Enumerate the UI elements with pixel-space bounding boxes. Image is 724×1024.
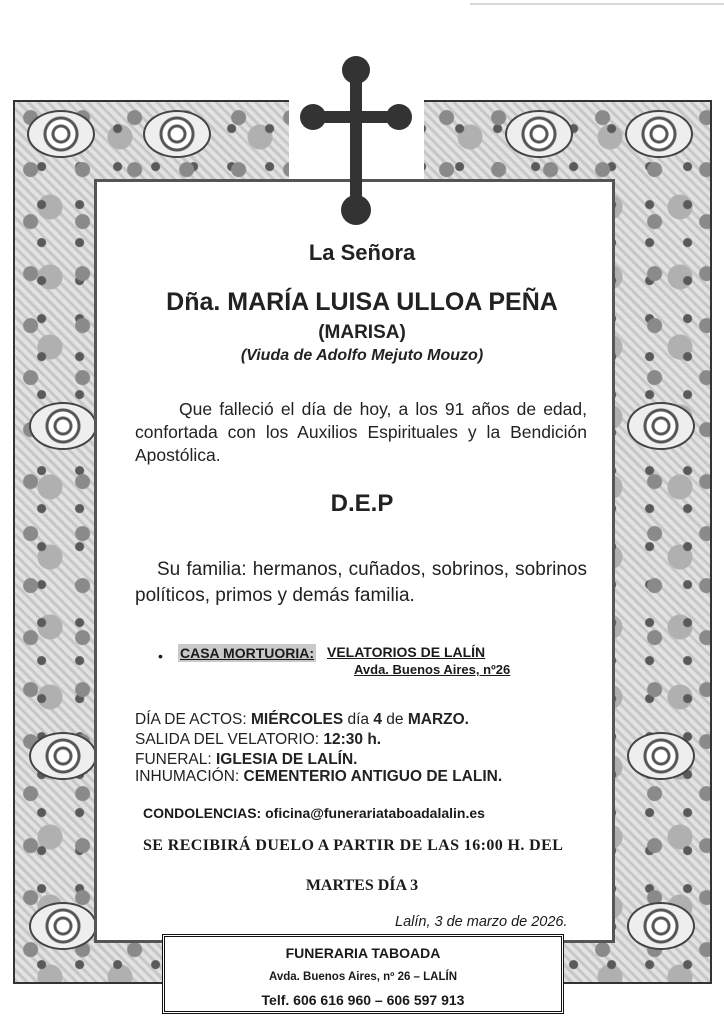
departure-value: 12:30 h.	[323, 731, 382, 748]
rose-ornament	[27, 110, 95, 158]
condolences: CONDOLENCIAS: oficina@funerariataboadalalin.es	[143, 805, 485, 821]
rose-ornament	[627, 732, 695, 780]
heading-la-senora: La Señora	[308, 240, 416, 265]
acts-day	[135, 710, 469, 730]
departure-label: SALIDA DEL VELATORIO:	[135, 731, 320, 748]
funeral-value: IGLESIA DE LALÍN.	[215, 751, 358, 768]
rose-ornament	[29, 732, 97, 780]
wake-label: CASA MORTUORIA:	[180, 645, 315, 661]
duelo-line-1: SE RECIBIRÁ DUELO A PARTIR DE LAS 16:00 H. DEL	[143, 837, 564, 854]
acts-day-month: MARZO.	[407, 711, 469, 728]
death-announcement: Que falleció el día de hoy, a los 91 años de edad, confortada con los Auxilios Espirituales y la Bendición Apostólica.	[135, 399, 587, 465]
rose-ornament	[29, 402, 97, 450]
funeral-home-name: FUNERARIA TABOADA	[285, 945, 441, 961]
acts-day-label: DÍA DE ACTOS:	[135, 711, 247, 728]
widow-of: (Viuda de Adolfo Mejuto Mouzo)	[240, 347, 484, 364]
acts-day-mid: día	[347, 711, 370, 728]
funeral-home-address: Avda. Buenos Aires, nº 26 – LALÍN	[268, 971, 458, 983]
funeral-label: FUNERAL:	[135, 751, 212, 768]
funeral-home-box	[162, 934, 564, 1014]
acts-departure	[135, 730, 381, 750]
family-text: Su familia: hermanos, cuñados, sobrinos, sobrinos políticos, primos y demás familia.	[135, 559, 587, 606]
rose-ornament	[29, 902, 97, 950]
rose-ornament	[627, 402, 695, 450]
place-date: Lalín, 3 de marzo de 2026.	[395, 914, 568, 930]
deceased-name: Dña. MARÍA LUISA ULLOA PEÑA	[166, 288, 558, 316]
rose-ornament	[625, 110, 693, 158]
cross-icon	[300, 56, 412, 226]
bullet-icon: •	[158, 648, 163, 664]
rose-ornament	[627, 902, 695, 950]
rose-ornament	[505, 110, 573, 158]
scan-edge-line	[470, 3, 724, 5]
burial-label: INHUMACIÓN:	[135, 768, 240, 785]
acts-day-weekday: MIÉRCOLES	[251, 711, 344, 728]
acts-day-de: de	[386, 711, 404, 728]
wake-place: VELATORIOS DE LALÍN	[327, 644, 486, 660]
rip-label: D.E.P	[330, 490, 394, 517]
acts-day-num: 4	[373, 711, 382, 728]
wake-address: Avda. Buenos Aires, nº26	[354, 662, 511, 677]
deceased-nickname: (MARISA)	[318, 322, 406, 343]
burial-value: CEMENTERIO ANTIGUO DE LALIN.	[243, 768, 503, 785]
rose-ornament	[143, 110, 211, 158]
duelo-line-2: MARTES DÍA 3	[305, 877, 419, 894]
acts-burial	[135, 767, 502, 787]
funeral-home-phone: Telf. 606 616 960 – 606 597 913	[261, 992, 465, 1008]
